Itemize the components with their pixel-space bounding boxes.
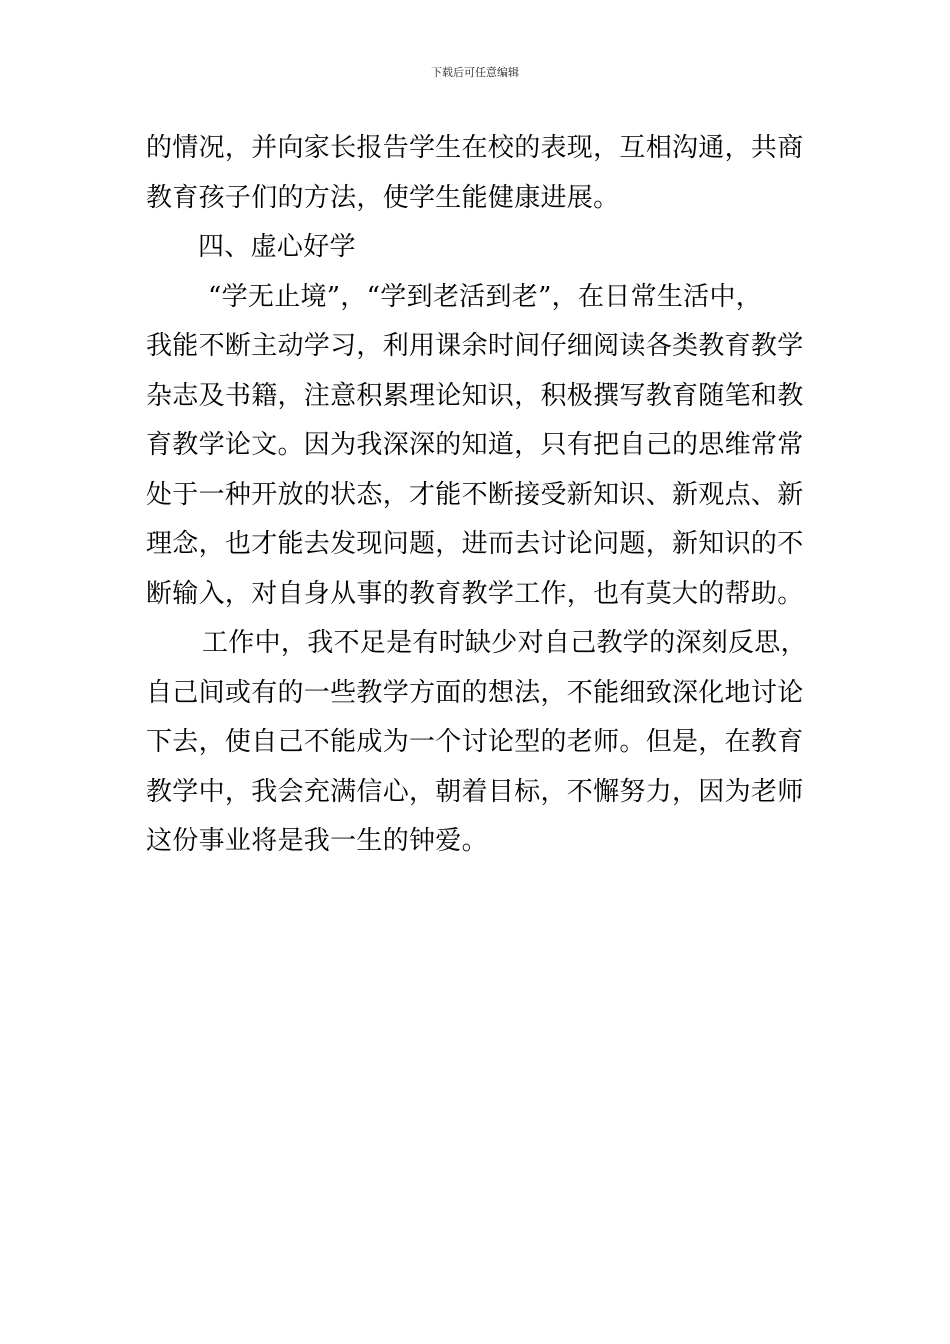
text-line: 自己间或有的一些教学方面的想法，不能细致深化地讨论: [146, 677, 804, 708]
text-line: 教育孩子们的方法，使学生能健康进展。: [146, 182, 620, 213]
section-heading: 四、虚心好学: [198, 232, 356, 262]
text-line: 的情况，并向家长报告学生在校的表现，互相沟通，共商: [146, 133, 804, 163]
text-line: 处于一种开放的状态，才能不断接受新知识、新观点、新: [146, 479, 804, 510]
text-line: 我能不断主动学习，利用课余时间仔细阅读各类教育教学: [146, 331, 804, 361]
document-body: [146, 124, 808, 867]
text-line: 下去，使自己不能成为一个讨论型的老师。但是，在教育: [146, 727, 804, 757]
text-line: 育教学论文。因为我深深的知道，只有把自己的思维常常: [146, 430, 804, 460]
text-line: 理念，也才能去发现问题，进而去讨论问题，新知识的不: [146, 529, 804, 559]
text-line: 教学中，我会充满信心，朝着目标，不懈努力，因为老师: [146, 776, 804, 807]
header-note: 下载后可任意编辑: [431, 66, 519, 79]
text-line: 杂志及书籍，注意积累理论知识，积极撰写教育随笔和教: [146, 380, 804, 411]
text-line: “学无止境”，“学到老活到老”，在日常生活中，: [208, 281, 763, 312]
text-line: 工作中，我不足是有时缺少对自己教学的深刻反思，: [202, 628, 807, 658]
text-line: 断输入，对自身从事的教育教学工作，也有莫大的帮助。: [146, 578, 804, 609]
text-line: 这份事业将是我一生的钟爱。: [146, 826, 488, 856]
